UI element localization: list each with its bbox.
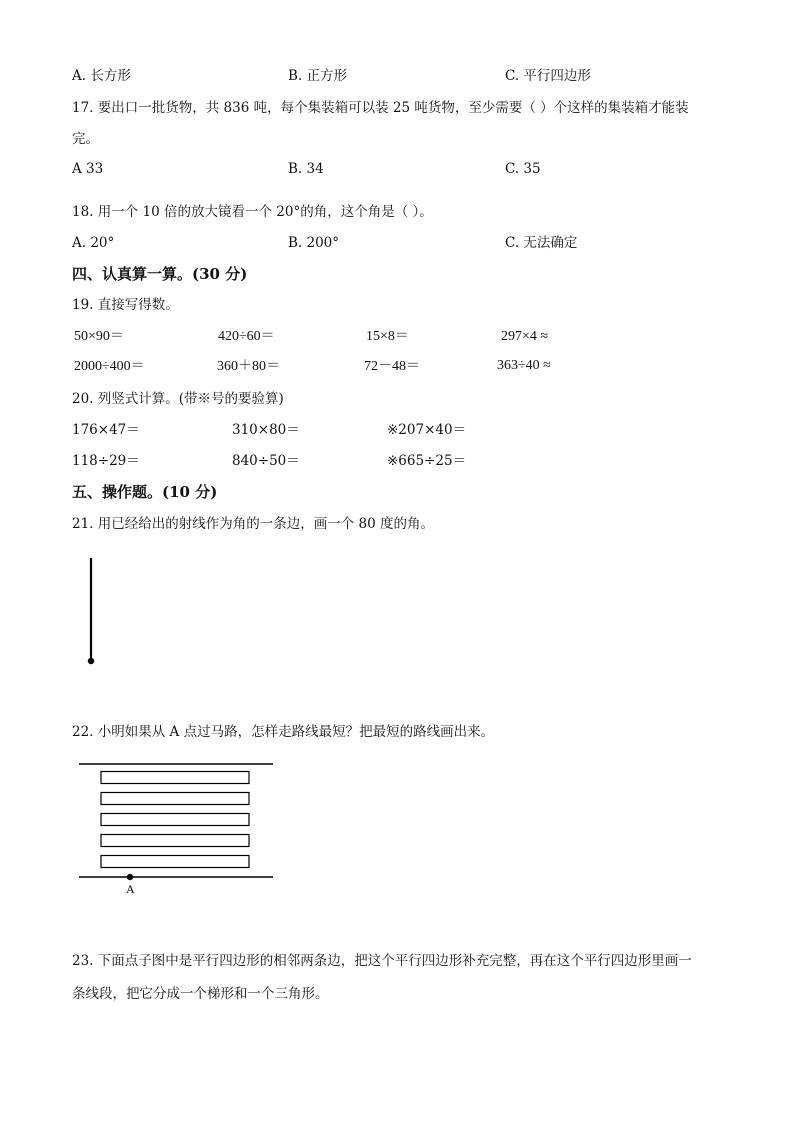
q18-option-b: B. 200° (288, 235, 340, 251)
q18-option-c: C. 无法确定 (505, 235, 578, 251)
q20-item: 310×80＝ (232, 422, 300, 438)
q20-item: 840÷50＝ (232, 453, 300, 469)
q19-item: 50×90＝ (74, 329, 124, 344)
q22-road-figure (79, 764, 273, 896)
q18-option-a: A. 20° (72, 235, 115, 251)
point-a-label: A (126, 882, 135, 896)
q16-option-a: A. 长方形 (72, 68, 131, 84)
q19-item: 297×4 ≈ (501, 329, 549, 344)
q21-ray-figure (88, 558, 94, 664)
q17-option-c: C. 35 (505, 161, 541, 177)
q17-stem: 17. 要出口一批货物，共 836 吨，每个集装箱可以装 25 吨货物，至少需要（ ）个这样的集装箱才能装 (72, 100, 689, 116)
q20-item: 118÷29＝ (72, 453, 140, 469)
q19-item: 420÷60＝ (218, 329, 275, 344)
q17-option-a: A 33 (72, 161, 104, 177)
ray-endpoint (88, 658, 94, 664)
q20-item: 176×47＝ (72, 422, 140, 438)
q20-item: ※207×40＝ (387, 422, 467, 438)
q19-item: 363÷40 ≈ (497, 358, 551, 373)
q23-stem: 23. 下面点子图中是平行四边形的相邻两条边，把这个平行四边形补充完整，再在这个平行四边形里画一 (72, 953, 692, 969)
crosswalk-stripe (101, 793, 249, 805)
section-4-title: 四、认真算一算。(30 分) (72, 265, 248, 283)
q16-option-c: C. 平行四边形 (505, 68, 591, 84)
crosswalk-stripe (101, 772, 249, 784)
crosswalk-stripe (101, 814, 249, 826)
q19-item: 72－48＝ (364, 359, 420, 374)
q19-item: 2000÷400＝ (74, 359, 145, 374)
q23-stem-continued: 条线段，把它分成一个梯形和一个三角形。 (72, 986, 329, 1002)
q18-stem: 18. 用一个 10 倍的放大镜看一个 20°的角，这个角是（ ）。 (72, 204, 433, 220)
q20-stem: 20. 列竖式计算。(带※号的要验算) (72, 391, 284, 407)
q16-option-b: B. 正方形 (288, 68, 348, 84)
q22-stem: 22. 小明如果从 A 点过马路，怎样走路线最短？把最短的路线画出来。 (72, 724, 495, 740)
q19-stem: 19. 直接写得数。 (72, 297, 179, 313)
q19-item: 360＋80＝ (217, 359, 280, 374)
point-a-dot (127, 874, 133, 880)
crosswalk-stripe (101, 835, 249, 847)
q19-item: 15×8＝ (366, 329, 409, 344)
q17-option-b: B. 34 (288, 161, 324, 177)
crosswalk-stripe (101, 856, 249, 868)
q21-stem: 21. 用已经给出的射线作为角的一条边，画一个 80 度的角。 (72, 516, 435, 532)
q17-stem-continued: 完。 (72, 131, 99, 147)
section-5-title: 五、操作题。(10 分) (72, 483, 218, 501)
q20-item: ※665÷25＝ (387, 453, 467, 469)
